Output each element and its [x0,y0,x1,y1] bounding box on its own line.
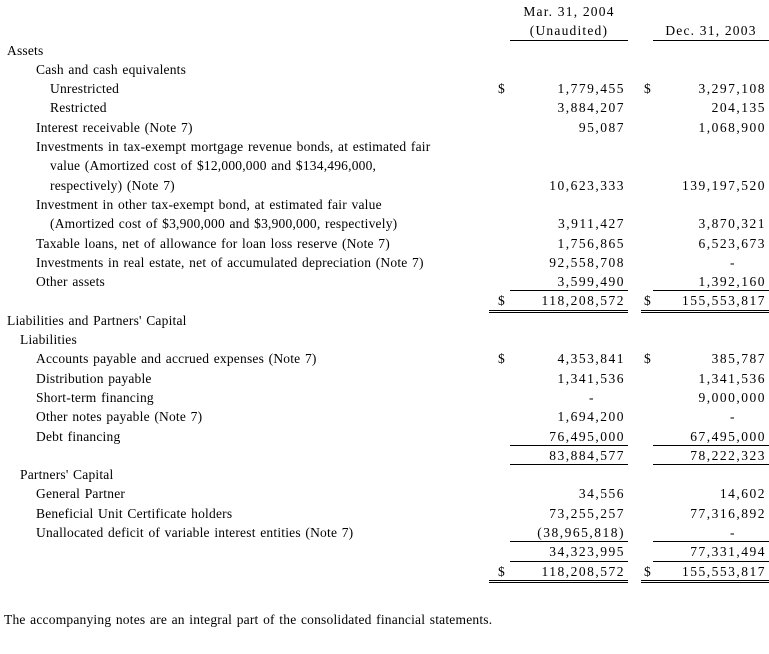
table-row [0,542,769,561]
column-gap [628,79,641,98]
column-gap [628,156,641,175]
table-row [0,562,769,581]
header-spacer [641,2,653,21]
table-row [0,349,769,368]
col1-value [510,137,628,156]
col2-dollar-sign [641,369,653,388]
col1-dollar-sign [489,272,510,291]
col1-value [510,156,628,175]
col1-value: 1,756,865 [557,235,625,251]
col1-dollar-sign [489,407,510,426]
row-label: Cash and cash equivalents [36,61,187,77]
table-row [0,369,769,388]
col2-value [653,311,769,330]
column-gap [628,176,641,195]
col2-dollar-sign [641,195,653,214]
col1-value: 118,208,572 [510,562,628,581]
col1-dollar-sign [489,118,510,137]
col2-value: 204,135 [711,100,766,116]
row-label: Other assets [36,274,106,290]
col2-value: - [730,409,736,425]
col2-dollar-sign [641,234,653,253]
col2-dollar-sign [641,446,653,465]
table-row [0,291,769,310]
col1-dollar-sign: $ [489,562,510,581]
column-gap [628,234,641,253]
column-gap [628,118,641,137]
column-gap [628,291,641,310]
col2-dollar-sign: $ [641,291,653,310]
table-row [0,484,769,503]
column-gap [628,369,641,388]
row-label: Other notes payable (Note 7) [36,409,203,425]
col2-dollar-sign: $ [644,351,651,367]
col1-value [510,60,628,79]
row-label: Investment in other tax-exempt bond, at estimated fair value [36,196,382,212]
col2-dollar-sign [641,214,653,233]
col2-dollar-sign [641,137,653,156]
table-row [0,253,769,272]
col2-dollar-sign [641,504,653,523]
col1-dollar-sign [489,330,510,349]
header-spacer [0,21,489,40]
table-row [0,137,769,156]
col1-dollar-sign [489,195,510,214]
col1-header-unaudited: (Unaudited) [510,21,628,40]
col2-dollar-sign [641,41,653,60]
column-gap [628,311,641,330]
col2-dollar-sign [641,330,653,349]
table-row [0,330,769,349]
table-row [0,79,769,98]
table-row [0,272,769,291]
col2-dollar-sign [641,484,653,503]
col2-value [653,60,769,79]
col2-dollar-sign [641,176,653,195]
column-gap [628,504,641,523]
col2-value: 9,000,000 [698,389,766,405]
col1-header-date: Mar. 31, 2004 [523,4,615,19]
col2-dollar-sign [641,388,653,407]
table-row [0,234,769,253]
col2-value [653,137,769,156]
header-spacer [489,21,510,40]
row-label: Restricted [50,100,107,116]
col1-dollar-sign [489,176,510,195]
col1-value: 34,323,995 [510,542,628,561]
row-label: Investments in real estate, net of accumulated depreciation (Note 7) [36,254,424,270]
col1-value: 1,341,536 [557,370,625,386]
row-label: value (Amortized cost of $12,000,000 and $134,496,000, [50,158,377,174]
col2-dollar-sign [641,427,653,446]
col2-dollar-sign [641,542,653,561]
col1-dollar-sign: $ [498,81,505,97]
column-gap [628,465,641,484]
col2-value: - [730,254,736,270]
col1-value: 76,495,000 [510,427,628,446]
column-gap [628,484,641,503]
row-label: Debt financing [36,428,121,444]
col2-value: - [653,523,769,542]
col1-dollar-sign [489,253,510,272]
col2-dollar-sign [641,465,653,484]
col1-value: 10,623,333 [549,177,625,193]
row-label: Distribution payable [36,370,152,386]
table-row [0,407,769,426]
table-row [0,176,769,195]
column-gap [628,407,641,426]
row-label: Liabilities and Partners' Capital [7,312,187,328]
row-label: respectively) (Note 7) [50,177,175,193]
col2-dollar-sign [641,253,653,272]
column-gap [628,41,641,60]
table-row [0,523,769,542]
header-spacer [0,2,489,21]
table-row [0,427,769,446]
col2-dollar-sign: $ [641,562,653,581]
col1-value: 4,353,841 [557,351,625,367]
col1-dollar-sign [489,446,510,465]
col1-value: (38,965,818) [510,523,628,542]
column-gap [628,349,641,368]
column-gap [628,60,641,79]
table-row [0,388,769,407]
col2-dollar-sign [641,311,653,330]
col1-value: - [589,389,595,405]
col1-dollar-sign [489,41,510,60]
col2-dollar-sign [641,60,653,79]
table-row [0,504,769,523]
col1-value [510,330,628,349]
col2-value [653,41,769,60]
column-gap [628,523,641,542]
column-gap [628,330,641,349]
row-label [0,562,489,581]
statement-rows [0,41,769,581]
col2-dollar-sign [641,523,653,542]
col1-dollar-sign [489,465,510,484]
col1-value [510,465,628,484]
col1-dollar-sign [489,542,510,561]
footer-note: The accompanying notes are an integral part of the consolidated financial statements. [4,612,493,627]
col2-value: 3,297,108 [698,81,766,97]
col2-value: 385,787 [711,351,766,367]
row-label: Short-term financing [36,389,154,405]
col1-value: 3,911,427 [558,216,625,232]
col1-value: 1,694,200 [557,409,625,425]
table-row [0,446,769,465]
col2-value: 1,068,900 [698,119,766,135]
col2-value: 78,222,323 [653,446,769,465]
col1-dollar-sign [489,427,510,446]
column-gap [628,195,641,214]
col1-dollar-sign [489,504,510,523]
column-gap [628,427,641,446]
col2-value [653,195,769,214]
column-gap [628,446,641,465]
column-gap [628,137,641,156]
col1-dollar-sign [489,214,510,233]
header-spacer [653,2,769,21]
col2-value: 3,870,321 [698,216,766,232]
col1-value: 1,779,455 [557,81,625,97]
col2-value [653,465,769,484]
row-label: Liabilities [20,332,77,348]
table-row [0,98,769,117]
col1-value [510,195,628,214]
table-row [0,41,769,60]
col2-dollar-sign: $ [644,81,651,97]
col1-value: 3,884,207 [557,100,625,116]
row-label: Investments in tax-exempt mortgage revenue bonds, at estimated fair [36,139,431,155]
row-label: Assets [7,42,44,58]
col1-value: 3,599,490 [510,272,628,291]
row-label: Unallocated deficit of variable interest entities (Note 7) [36,525,354,541]
col2-dollar-sign [641,118,653,137]
col2-value: 155,553,817 [653,291,769,310]
row-label: (Amortized cost of $3,900,000 and $3,900,000, respectively) [50,216,398,232]
table-row [0,214,769,233]
column-gap [628,253,641,272]
table-row [0,156,769,175]
column-gap [628,98,641,117]
col1-dollar-sign [489,234,510,253]
col2-value: 77,331,494 [653,542,769,561]
col2-dollar-sign [641,156,653,175]
row-label: Accounts payable and accrued expenses (Note 7) [36,351,317,367]
row-label: Beneficial Unit Certificate holders [36,505,233,521]
col1-dollar-sign [489,156,510,175]
row-label: Partners' Capital [20,467,114,483]
col1-value: 95,087 [578,119,625,135]
col2-dollar-sign [641,272,653,291]
col2-value: 77,316,892 [690,505,766,521]
row-label: Unrestricted [50,81,120,97]
col2-dollar-sign [641,98,653,117]
column-gap [628,272,641,291]
row-label [0,542,489,561]
col1-dollar-sign [489,137,510,156]
header-spacer [641,21,653,40]
col1-dollar-sign [489,523,510,542]
col1-dollar-sign [489,369,510,388]
col1-value [510,311,628,330]
col2-dollar-sign [641,407,653,426]
column-gap [628,21,641,40]
row-label: General Partner [36,486,126,502]
col1-value: 34,556 [578,486,625,502]
table-row [0,60,769,79]
col1-dollar-sign: $ [489,291,510,310]
col1-value [510,41,628,60]
col2-value: 6,523,673 [698,235,766,251]
col1-value: 83,884,577 [510,446,628,465]
table-row [0,195,769,214]
col1-dollar-sign [489,60,510,79]
column-gap [628,388,641,407]
col1-value: 92,558,708 [549,254,625,270]
table-row [0,465,769,484]
col1-dollar-sign [489,388,510,407]
col2-value: 139,197,520 [682,177,766,193]
col2-value: 155,553,817 [653,562,769,581]
col2-value: 14,602 [719,486,766,502]
col1-dollar-sign [489,311,510,330]
table-row [0,311,769,330]
table-row [0,118,769,137]
column-gap [628,2,641,21]
column-gap [628,214,641,233]
row-label [0,291,489,310]
column-gap [628,562,641,581]
column-header-row-2 [0,21,769,40]
col1-value: 118,208,572 [510,291,628,310]
col1-dollar-sign [489,98,510,117]
col2-value: 1,341,536 [698,370,766,386]
header-spacer [489,2,510,21]
col1-dollar-sign: $ [498,351,505,367]
row-label: Interest receivable (Note 7) [36,119,193,135]
col2-value: 67,495,000 [653,427,769,446]
col1-dollar-sign [489,484,510,503]
col2-value [653,330,769,349]
row-label: Taxable loans, net of allowance for loan loss reserve (Note 7) [36,235,390,251]
col1-value: 73,255,257 [549,505,625,521]
col2-value: 1,392,160 [653,272,769,291]
col2-value [653,156,769,175]
row-label [0,446,489,465]
column-header-row-1 [0,2,769,21]
col2-header-date: Dec. 31, 2003 [653,21,769,40]
column-gap [628,542,641,561]
